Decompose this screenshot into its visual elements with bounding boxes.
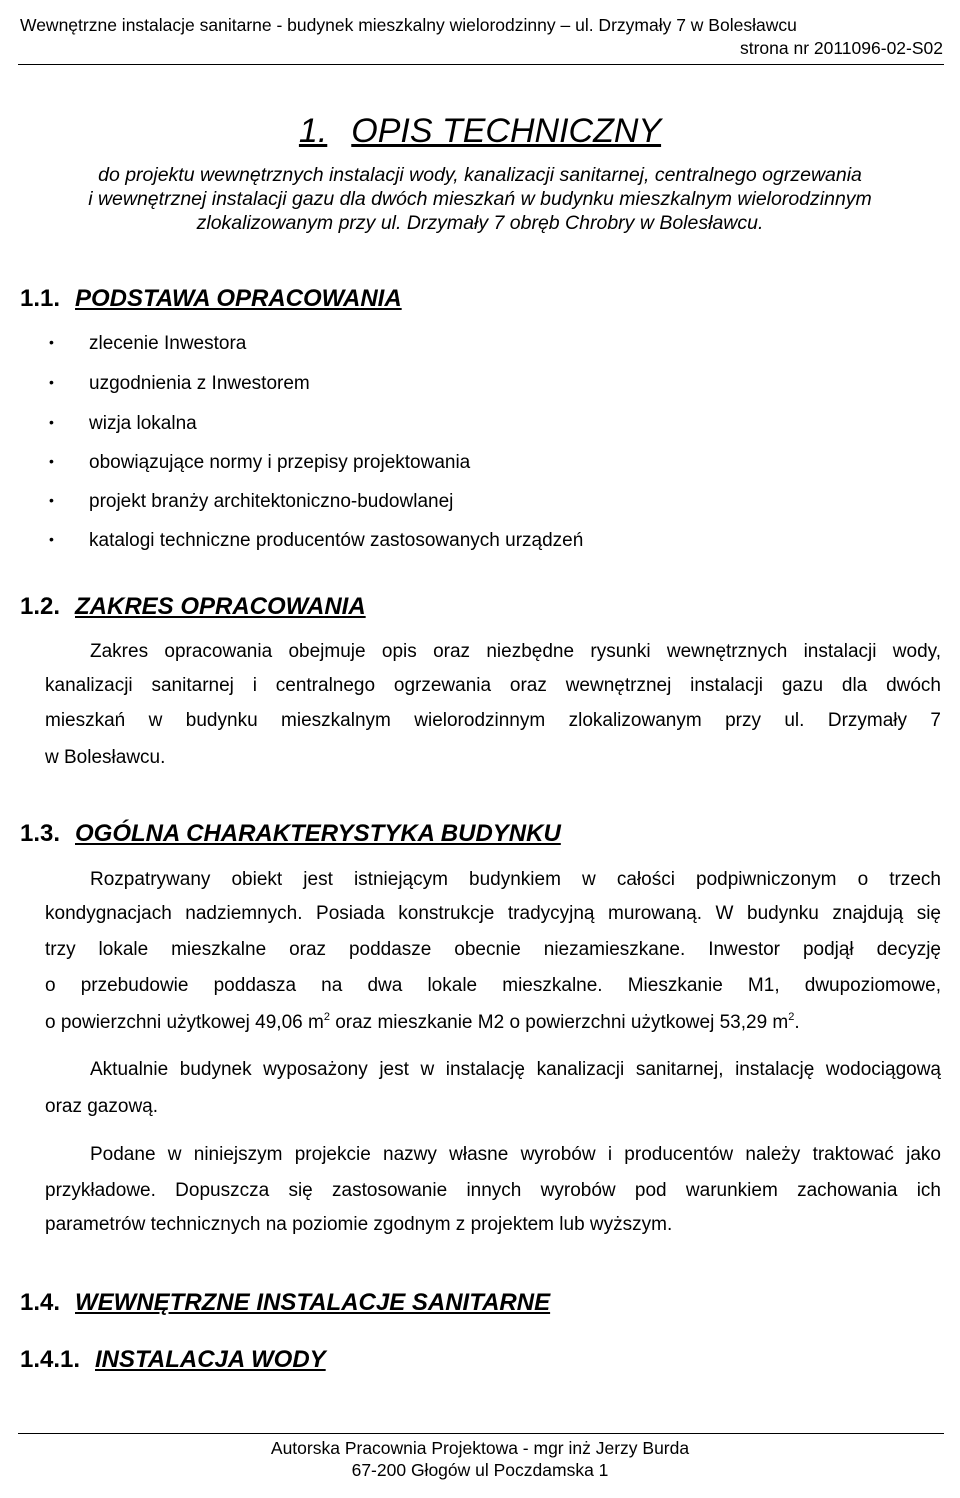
paragraph-line: w Bolesławcu. xyxy=(45,747,166,768)
header-page-number: strona nr 2011096-02-S02 xyxy=(739,38,943,58)
main-title xyxy=(0,112,960,151)
bullet-icon: • xyxy=(49,492,54,508)
section-number: 1.2. xyxy=(20,593,61,620)
section-heading-1-1 xyxy=(20,285,402,313)
subtitle-line: do projektu wewnętrznych instalacji wody, kanalizacji sanitarnej, centralnego ogrzewania xyxy=(98,164,862,186)
paragraph-line: trzy lokale mieszkalne oraz poddasze obecnie niezamieszkane. Inwestor podjął decyzję xyxy=(45,939,941,960)
section-heading-1-4 xyxy=(20,1289,550,1317)
section-title: INSTALACJA WODY xyxy=(95,1346,326,1373)
paragraph-line: Podane w niniejszym projekcie nazwy własne wyrobów i producentów należy traktować jako xyxy=(90,1144,941,1165)
footer-line: 67-200 Głogów ul Poczdamska 1 xyxy=(351,1460,609,1480)
footer-line: Autorska Pracownia Projektowa - mgr inż Jerzy Burda xyxy=(270,1438,690,1458)
paragraph-line: kondygnacjach nadziemnych. Posiada konstrukcje tradycyjną murowaną. W budynku znajdują się xyxy=(45,903,941,924)
list-item: • wizja lokalna xyxy=(49,413,197,434)
main-title-text: OPIS TECHNICZNY xyxy=(351,112,662,150)
paragraph-line: kanalizacji sanitarnej i centralnego ogrzewania oraz wewnętrznej instalacji gazu dla dwóch xyxy=(45,675,941,696)
section-title: OGÓLNA CHARAKTERYSTYKA BUDYNKU xyxy=(75,820,561,847)
bullet-icon: • xyxy=(49,453,54,469)
section-heading-1-2 xyxy=(20,593,366,621)
paragraph-line: Zakres opracowania obejmuje opis oraz niezbędne rysunki wewnętrznych instalacji wody, xyxy=(90,641,941,662)
paragraph-line: oraz gazową. xyxy=(45,1096,159,1117)
section-number: 1.3. xyxy=(20,820,61,847)
list-item: • zlecenie Inwestora xyxy=(49,333,247,354)
bullet-icon: • xyxy=(49,334,54,350)
list-item: • projekt branży architektoniczno-budowlanej xyxy=(49,491,454,512)
paragraph-line: przykładowe. Dopuszcza się zastosowanie innych wyrobów pod warunkiem zachowania ich xyxy=(45,1180,941,1201)
paragraph-line: o powierzchni użytkowej 49,06 $m^2$ oraz mieszkanie M2 o powierzchni użytkowej 53,29 $m^2$. xyxy=(45,1011,800,1033)
paragraph-line: Rozpatrywany obiekt jest istniejącym budynkiem w całości podpiwniczonym o trzech xyxy=(90,869,941,890)
section-heading-1-4-1 xyxy=(20,1346,326,1374)
bullet-icon: • xyxy=(49,531,54,547)
section-number: 1.4. xyxy=(20,1289,61,1316)
section-title: WEWNĘTRZNE INSTALACJE SANITARNE xyxy=(75,1289,551,1316)
footer-rule xyxy=(18,1433,944,1434)
subtitle-line: zlokalizowanym przy ul. Drzymały 7 obręb Chrobry w Bolesławcu. xyxy=(196,212,764,234)
list-item: • uzgodnienia z Inwestorem xyxy=(49,373,310,394)
bullet-icon: • xyxy=(49,374,54,390)
main-title-number: 1. xyxy=(298,112,328,150)
section-number: 1.4.1. xyxy=(20,1346,81,1373)
subtitle-line: i wewnętrznej instalacji gazu dla dwóch mieszkań w budynku mieszkalnym wielorodzinnym xyxy=(88,188,872,210)
section-heading-1-3 xyxy=(20,820,561,848)
header-rule xyxy=(18,64,944,65)
section-title: PODSTAWA OPRACOWANIA xyxy=(75,285,402,312)
bullet-icon: • xyxy=(49,414,54,430)
paragraph-line: parametrów technicznych na poziomie zgodnym z projektem lub wyższym. xyxy=(45,1214,673,1235)
header-title: Wewnętrzne instalacje sanitarne - budynek mieszkalny wielorodzinny – ul. Drzymały 7 w Bolesławcu xyxy=(20,15,797,35)
paragraph-line: Aktualnie budynek wyposażony jest w instalację kanalizacji sanitarnej, instalację wodociągową xyxy=(90,1059,941,1080)
section-title: ZAKRES OPRACOWANIA xyxy=(75,593,366,620)
section-number: 1.1. xyxy=(20,285,61,312)
paragraph-line: mieszkań w budynku mieszkalnym wielorodzinnym zlokalizowanym przy ul. Drzymały 7 xyxy=(45,710,941,731)
paragraph-line: o przebudowie poddasza na dwa lokale mieszkalne. Mieszkanie M1, dwupoziomowe, xyxy=(45,975,941,996)
list-item: • obowiązujące normy i przepisy projektowania xyxy=(49,452,471,473)
list-item: • katalogi techniczne producentów zastosowanych urządzeń xyxy=(49,530,584,551)
